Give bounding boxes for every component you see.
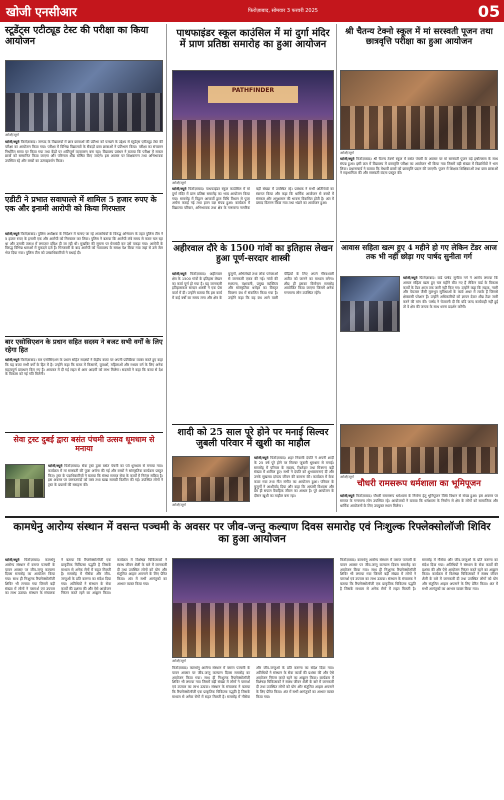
article-3-text: फिरोज़ाबाद। श्री चैतन्य टेक्नो स्कूल में बसंत पंचमी के अवसर पर मां सरस्वती पूजन बड़े हर्षोल्लास के साथ संपन्न हुआ। इसी क्रम में विद्यालय में छात्रवृत्ति परीक्षा का आयोजन भी किया गया जिसमें बड़ी संख्या में विद्यार्थियों ने भाग लिया। प्रधानाचार्य ने बताया कि मेधावी छात्रों को छात्रवृत्ति प्रदान की जाएगी। पूजन में शिक्षक शिक्षिकाओं तथा छात्र छात्राओं ने सहभागिता की और सरस्वती वंदना प्रस्तुत की। bbox=[340, 157, 498, 176]
article-4-headline: एडीटी ने प्रभात सवाघाल्ते में शामिल 5 हजार रुपए के एक और इनामी आरोपी को किया गिरफ्तार bbox=[5, 195, 157, 213]
article-10-photo bbox=[5, 464, 45, 498]
article-6-text: फिरोज़ाबाद। वार्ड पार्षद सुनीता गर्ग ने आरोप लगाया कि आचार संहिता खत्म हुए चार महीने बीत गए हैं लेकिन वार्ड के विकास कार्यों के टेंडर आज तक जारी नहीं किए गए। उन्होंने कहा कि सड़क, नाली और पेयजल जैसी मूलभूत सुविधाओं के कार्य अधर में लटके हैं जिससे क्षेत्रवासी परेशान हैं। उन्होंने अधिकारियों को ज्ञापन देकर शीघ्र टेंडर जारी करने की मांग की। पार्षद ने चेतावनी दी कि यदि जल्द कार्यवाही नहीं हुई तो वे क्षेत्र की जनता के साथ धरना प्रदर्शन करेंगी। bbox=[403, 276, 498, 309]
article-11-body-left bbox=[5, 558, 167, 794]
section-divider bbox=[5, 432, 163, 433]
article-1-caption: खोजी/ब्यूरो bbox=[5, 133, 19, 137]
article-3-byline: खोजी/ब्यूरो bbox=[340, 157, 355, 161]
article-2-photo bbox=[172, 70, 334, 180]
article-10-body bbox=[48, 464, 163, 510]
article-8-caption: खोजी/ब्यूरो bbox=[172, 503, 186, 507]
article-1-body bbox=[5, 140, 163, 190]
section-divider bbox=[172, 241, 334, 242]
article-8-photo bbox=[172, 456, 250, 502]
section-divider bbox=[5, 193, 163, 194]
article-5-text: फिरोज़ाबाद। अहीरवाल क्षेत्र के 1500 गांवों के इतिहास लेखन का कार्य पूर्ण हो गया है। यह जानकारी इतिहासकार सरदार शास्त्री ने एक प्रेस वार्ता में दी। उन्होंने बताया कि इस कार्य में कई वर्षों का समय लगा और क्षेत्र के बुजुर्गों, अभिलेखों तथा लोक परंपराओं से जानकारी एकत्र की गई। गांवों की स्थापना, वंशावली, प्रमुख व्यक्तित्व और सांस्कृतिक धरोहर का विस्तृत विवरण ग्रंथ में संकलित किया गया है। उन्होंने कहा कि यह ग्रंथ आने वाली पीढ़ियों के लिए अपने गौरवशाली अतीत को जानने का माध्यम बनेगा। शीघ्र ही इसका विमोचन समारोह आयोजित किया जाएगा जिसमें अनेक गणमान्य लोग उपस्थित रहेंगे। bbox=[172, 272, 334, 300]
article-10-headline: सेवा ट्रस्ट दुबई द्वारा बसंत पंचमी उत्सव धूमधाम से मनाया bbox=[13, 435, 155, 453]
article-9-caption: खोजी/ब्यूरो bbox=[340, 475, 354, 479]
article-11-text-cont: फिरोज़ाबाद। कामधेनु आरोग्य संस्थान में वसन्त पञ्चमी के पावन अवसर पर जीव-जन्तु कल्याण दिवस समारोह का आयोजन किया गया। साथ ही निःशुल्क रिफ्लेक्सोलॉजी शिविर भी लगाया गया जिसमें बड़ी संख्या में लोगों ने परामर्श एवं उपचार का लाभ उठाया। संस्थान के संचालक ने बताया कि रिफ्लेक्सोलॉजी एक प्राकृतिक चिकित्सा पद्धति है जिसके माध्यम से अनेक रोगों में राहत मिलती है। समारोह में गौसेवा और जीव-जन्तुओं के प्रति करुणा का संदेश दिया गया। अतिथियों ने संस्थान के सेवा कार्यों की प्रशंसा की और ऐसे आयोजन निरंतर करते रहने का आह्वान किया। कार्यक्रम में विशेषज्ञ चिकित्सकों ने स्वस्थ जीवन शैली के बारे में जानकारी दी तथा उपस्थित लोगों को योग और संतुलित आहार अपनाने के लिए प्रेरित किया। अंत में सभी आगंतुकों का आभार व्यक्त किया गया। bbox=[340, 558, 498, 591]
article-6-body bbox=[403, 276, 498, 422]
article-3-photo bbox=[340, 70, 498, 150]
article-8-text: फिरोज़ाबाद। शहर निवासी दंपति ने अपनी शादी के 25 वर्ष पूरे होने पर सिल्वर जुबली धूमधाम से मनाई। समारोह में परिवार के सदस्य, रिश्तेदार तथा मित्रगण बड़ी संख्या में शामिल हुए। सभी ने दंपति को शुभकामनाएं दीं और उनके सुखमय दांपत्य जीवन की कामना की। कार्यक्रम में केक काटा गया तथा गीत संगीत का आयोजन हुआ। परिवार के बुजुर्गों ने आशीर्वाद दिया और कहा कि आपसी विश्वास और प्रेम ही सफल वैवाहिक जीवन का आधार है। पूरे आयोजन के दौरान खुशी का माहौल बना रहा। bbox=[254, 456, 334, 499]
column-divider bbox=[166, 24, 167, 512]
masthead-dateline: फिरोज़ाबाद, सोमवार 3 फरवरी 2025 bbox=[248, 7, 318, 14]
article-11-text-cont: फिरोज़ाबाद। कामधेनु आरोग्य संस्थान में वसन्त पञ्चमी के पावन अवसर पर जीव-जन्तु कल्याण दिवस समारोह का आयोजन किया गया। साथ ही निःशुल्क रिफ्लेक्सोलॉजी शिविर भी लगाया गया जिसमें बड़ी संख्या में लोगों ने परामर्श एवं उपचार का लाभ उठाया। संस्थान के संचालक ने बताया कि रिफ्लेक्सोलॉजी एक प्राकृतिक चिकित्सा पद्धति है जिसके माध्यम से अनेक रोगों में राहत मिलती है। समारोह में गौसेवा और जीव-जन्तुओं के प्रति करुणा का संदेश दिया गया। अतिथियों ने संस्थान के सेवा कार्यों की प्रशंसा की और ऐसे आयोजन निरंतर करते रहने का आह्वान किया। कार्यक्रम में विशेषज्ञ चिकित्सकों ने स्वस्थ जीवन शैली के बारे में जानकारी दी तथा उपस्थित लोगों को योग और संतुलित आहार अपनाने के लिए प्रेरित किया। अंत में सभी आगंतुकों का आभार व्यक्त किया गया। bbox=[172, 666, 334, 699]
article-2-caption: खोजी/ब्यूरो bbox=[172, 181, 186, 185]
article-7-body bbox=[5, 358, 163, 430]
section-divider bbox=[5, 516, 499, 518]
article-8-headline: शादी को 25 साल पूरे होने पर मनाई सिल्वर जुबली परिवार में खुशी का माहौल bbox=[177, 427, 329, 449]
article-3-caption: खोजी/ब्यूरो bbox=[340, 151, 354, 155]
article-1-photo bbox=[5, 60, 163, 132]
article-8-byline: खोजी/ब्यूरो bbox=[254, 456, 269, 460]
article-1-headline: स्टूडेंट्स एटीट्यूड टेस्ट की परीक्षा का किया आयोजन bbox=[5, 25, 149, 47]
masthead bbox=[0, 0, 504, 22]
section-divider bbox=[172, 424, 334, 425]
article-10-byline: खोजी/ब्यूरो bbox=[48, 464, 63, 468]
article-7-headline: बार एसोसिएशन के प्रधान सहित सदस्य ने बजट सभी वर्गों के लिए रहेगा हित bbox=[5, 338, 163, 354]
article-9-body bbox=[340, 494, 498, 512]
article-4-text: फिरोज़ाबाद। पुलिस अधीक्षक के निर्देशन में चलाए जा रहे अपराधियों के विरुद्ध अभियान के तहत पुलिस टीम ने 5 हजार रुपए के इनामी एक और आरोपी को गिरफ्तार कर लिया। पुलिस ने बताया कि आरोपी लंबे समय से फरार चल रहा था और उसकी तलाश में लगातार दबिश दी जा रही थी। मुखबिर की सूचना पर घेराबंदी कर उसे पकड़ा गया। आरोपी के विरुद्ध विभिन्न धाराओं में मुकदमे दर्ज हैं। गिरफ्तारी के बाद आरोपी को न्यायालय के समक्ष पेश किया गया जहां से उसे जेल भेज दिया गया। पुलिस टीम को उच्चाधिकारियों ने बधाई दी। bbox=[5, 232, 163, 256]
article-5-body bbox=[172, 272, 334, 422]
article-2-headline: पाथफाइंडर स्कूल काउंसिल में मां दुर्गा मंदिर में प्राण प्रतिष्ठा समारोह का हुआ आयोजन bbox=[176, 28, 330, 51]
article-2-body bbox=[172, 187, 334, 239]
article-9-photo bbox=[340, 424, 498, 474]
article-6-headline: आवास सहिता खत्म हुए 4 महीने हो गए लेकिन टेंडर आज तक भी नहीं छोड़ा गए पार्षद सुनीता गर्ग bbox=[341, 243, 497, 261]
article-1-text: फिरोज़ाबाद। जनपद के विद्यालयों में छात्र छात्राओं की प्रतिभा को परखने के उद्देश्य से स्टूडेंट्स एटीट्यूड टेस्ट की परीक्षा का आयोजन किया गया। परीक्षा में विभिन्न विद्यालयों के सैकड़ों छात्र छात्राओं ने प्रतिभाग किया। परीक्षा का संचालन निर्धारित समय पर किया गया तथा केंद्रों पर शांतिपूर्ण वातावरण बना रहा। विद्यालय प्रबंधन ने बताया कि परीक्षा में सफल छात्रों को सम्मानित किया जाएगा और परिणाम शीघ्र घोषित किए जाएंगे। इस अवसर पर शिक्षकगण तथा अभिभावक उपस्थित रहे और बच्चों का उत्साहवर्धन किया। bbox=[5, 140, 163, 164]
article-9-headline: चौधरी रामसरूप धर्मशाला का भूमिपूजन bbox=[357, 479, 481, 489]
article-5-byline: खोजी/ब्यूरो bbox=[172, 272, 187, 276]
section-divider bbox=[5, 336, 163, 337]
article-6-byline: खोजी/ब्यूरो bbox=[403, 276, 418, 280]
article-11-byline: खोजी/ब्यूरो bbox=[5, 558, 20, 562]
section-divider bbox=[340, 241, 498, 242]
article-3-headline: श्री चैतन्य टेक्नो स्कूल में मां सरस्वती पूजन तथा छात्रवृत्ति परीक्षा का हुआ आयोजन bbox=[345, 27, 493, 47]
article-9-text: फिरोज़ाबाद। चौधरी रामसरूप धर्मशाला के निर्माण हेतु भूमिपूजन विधि विधान से संपन्न हुआ। इस अवसर पर समाज के गणमान्य लोग उपस्थित रहे। आयोजकों ने बताया कि धर्मशाला के निर्माण से क्षेत्र के लोगों को सामाजिक और धार्मिक आयोजनों के लिए उपयुक्त स्थान मिलेगा। bbox=[340, 494, 498, 508]
article-5-headline: अहीरवाल दौरे के 1500 गांवों का इतिहास लेखन हुआ पूर्ण-सरदार शास्त्री bbox=[173, 244, 333, 265]
article-11-headline: कामधेनु आरोग्य संस्थान में वसन्त पञ्चमी के अवसर पर जीव-जन्तु कल्याण दिवस समारोह एवं निःशुल्क रिफ्लेक्सोलॉजी शिविर का हुआ आयोजन bbox=[13, 521, 491, 546]
article-8-body bbox=[254, 456, 334, 510]
article-11-body-right bbox=[340, 558, 498, 794]
article-11-body-middle bbox=[172, 666, 334, 794]
article-7-text: फिरोज़ाबाद। बार एसोसिएशन के प्रधान सहित सदस्यों ने केंद्रीय बजट पर अपनी प्रतिक्रिया व्यक्त करते हुए कहा कि यह बजट सभी वर्गों के हित में है। उन्होंने कहा कि बजट में किसानों, युवाओं, महिलाओं और मध्यम वर्ग के लिए अनेक महत्वपूर्ण प्रावधान किए गए हैं। आयकर में दी गई राहत से आम आदमी को लाभ मिलेगा। सदस्यों ने कहा कि बजट से देश के विकास को नई गति मिलेगी। bbox=[5, 358, 163, 377]
article-4-body bbox=[5, 232, 163, 334]
article-9-byline: खोजी/ब्यूरो bbox=[340, 494, 355, 498]
article-11-text: फिरोज़ाबाद। कामधेनु आरोग्य संस्थान में वसन्त पञ्चमी के पावन अवसर पर जीव-जन्तु कल्याण दिवस समारोह का आयोजन किया गया। साथ ही निःशुल्क रिफ्लेक्सोलॉजी शिविर भी लगाया गया जिसमें बड़ी संख्या में लोगों ने परामर्श एवं उपचार का लाभ उठाया। संस्थान के संचालक ने बताया कि रिफ्लेक्सोलॉजी एक प्राकृतिक चिकित्सा पद्धति है जिसके माध्यम से अनेक रोगों में राहत मिलती है। समारोह में गौसेवा और जीव-जन्तुओं के प्रति करुणा का संदेश दिया गया। अतिथियों ने संस्थान के सेवा कार्यों की प्रशंसा की और ऐसे आयोजन निरंतर करते रहने का आह्वान किया। कार्यक्रम में विशेषज्ञ चिकित्सकों ने स्वस्थ जीवन शैली के बारे में जानकारी दी तथा उपस्थित लोगों को योग और संतुलित आहार अपनाने के लिए प्रेरित किया। अंत में सभी आगंतुकों का आभार व्यक्त किया गया। bbox=[5, 558, 167, 596]
article-11-caption: खोजी/ब्यूरो bbox=[172, 659, 186, 663]
article-10-text: फिरोज़ाबाद। सेवा ट्रस्ट द्वारा बसंत पंचमी का पर्व धूमधाम से मनाया गया। कार्यक्रम में मां सरस्वती की पूजा अर्चना की गई और बच्चों ने सांस्कृतिक कार्यक्रम प्रस्तुत किए। ट्रस्ट के पदाधिकारियों ने बताया कि संस्था समाज सेवा के कार्यों में निरंतर सक्रिय है। इस अवसर पर जरूरतमंदों को वस्त्र तथा खाद्य सामग्री वितरित की गई। उपस्थित लोगों ने ट्रस्ट के प्रयासों की सराहना की। bbox=[48, 464, 163, 488]
article-1-byline: खोजी/ब्यूरो bbox=[5, 140, 20, 144]
article-3-body bbox=[340, 157, 498, 239]
page-number: 05 bbox=[477, 1, 501, 21]
article-7-byline: खोजी/ब्यूरो bbox=[5, 358, 20, 362]
masthead-brand: खोजी एनसीआर bbox=[6, 4, 77, 19]
article-2-photo-banner: PATHFINDER bbox=[208, 86, 298, 103]
article-2-text: फिरोज़ाबाद। पाथफाइंडर स्कूल काउंसिल में मां दुर्गा मंदिर में प्राण प्रतिष्ठा समारोह का भव्य आयोजन किया गया। समारोह में विद्वान आचार्यों द्वारा विधि विधान से पूजा अर्चना कराई गई तथा हवन यज्ञ संपन्न हुआ। कार्यक्रम में विद्यालय परिवार, अभिभावक तथा क्षेत्र के गणमान्य नागरिक बड़ी संख्या में उपस्थित रहे। प्रबंधक ने सभी अतिथियों का स्वागत किया और कहा कि धार्मिक आयोजन से बच्चों में संस्कार और अनुशासन की भावना विकसित होती है। अंत में प्रसाद वितरण किया गया तथा भंडारे का आयोजन हुआ। bbox=[172, 187, 334, 211]
article-11-photo bbox=[172, 558, 334, 658]
article-2-byline: खोजी/ब्यूरो bbox=[172, 187, 187, 191]
article-6-photo bbox=[340, 276, 400, 332]
article-4-byline: खोजी/ब्यूरो bbox=[5, 232, 20, 236]
column-divider bbox=[336, 24, 337, 512]
